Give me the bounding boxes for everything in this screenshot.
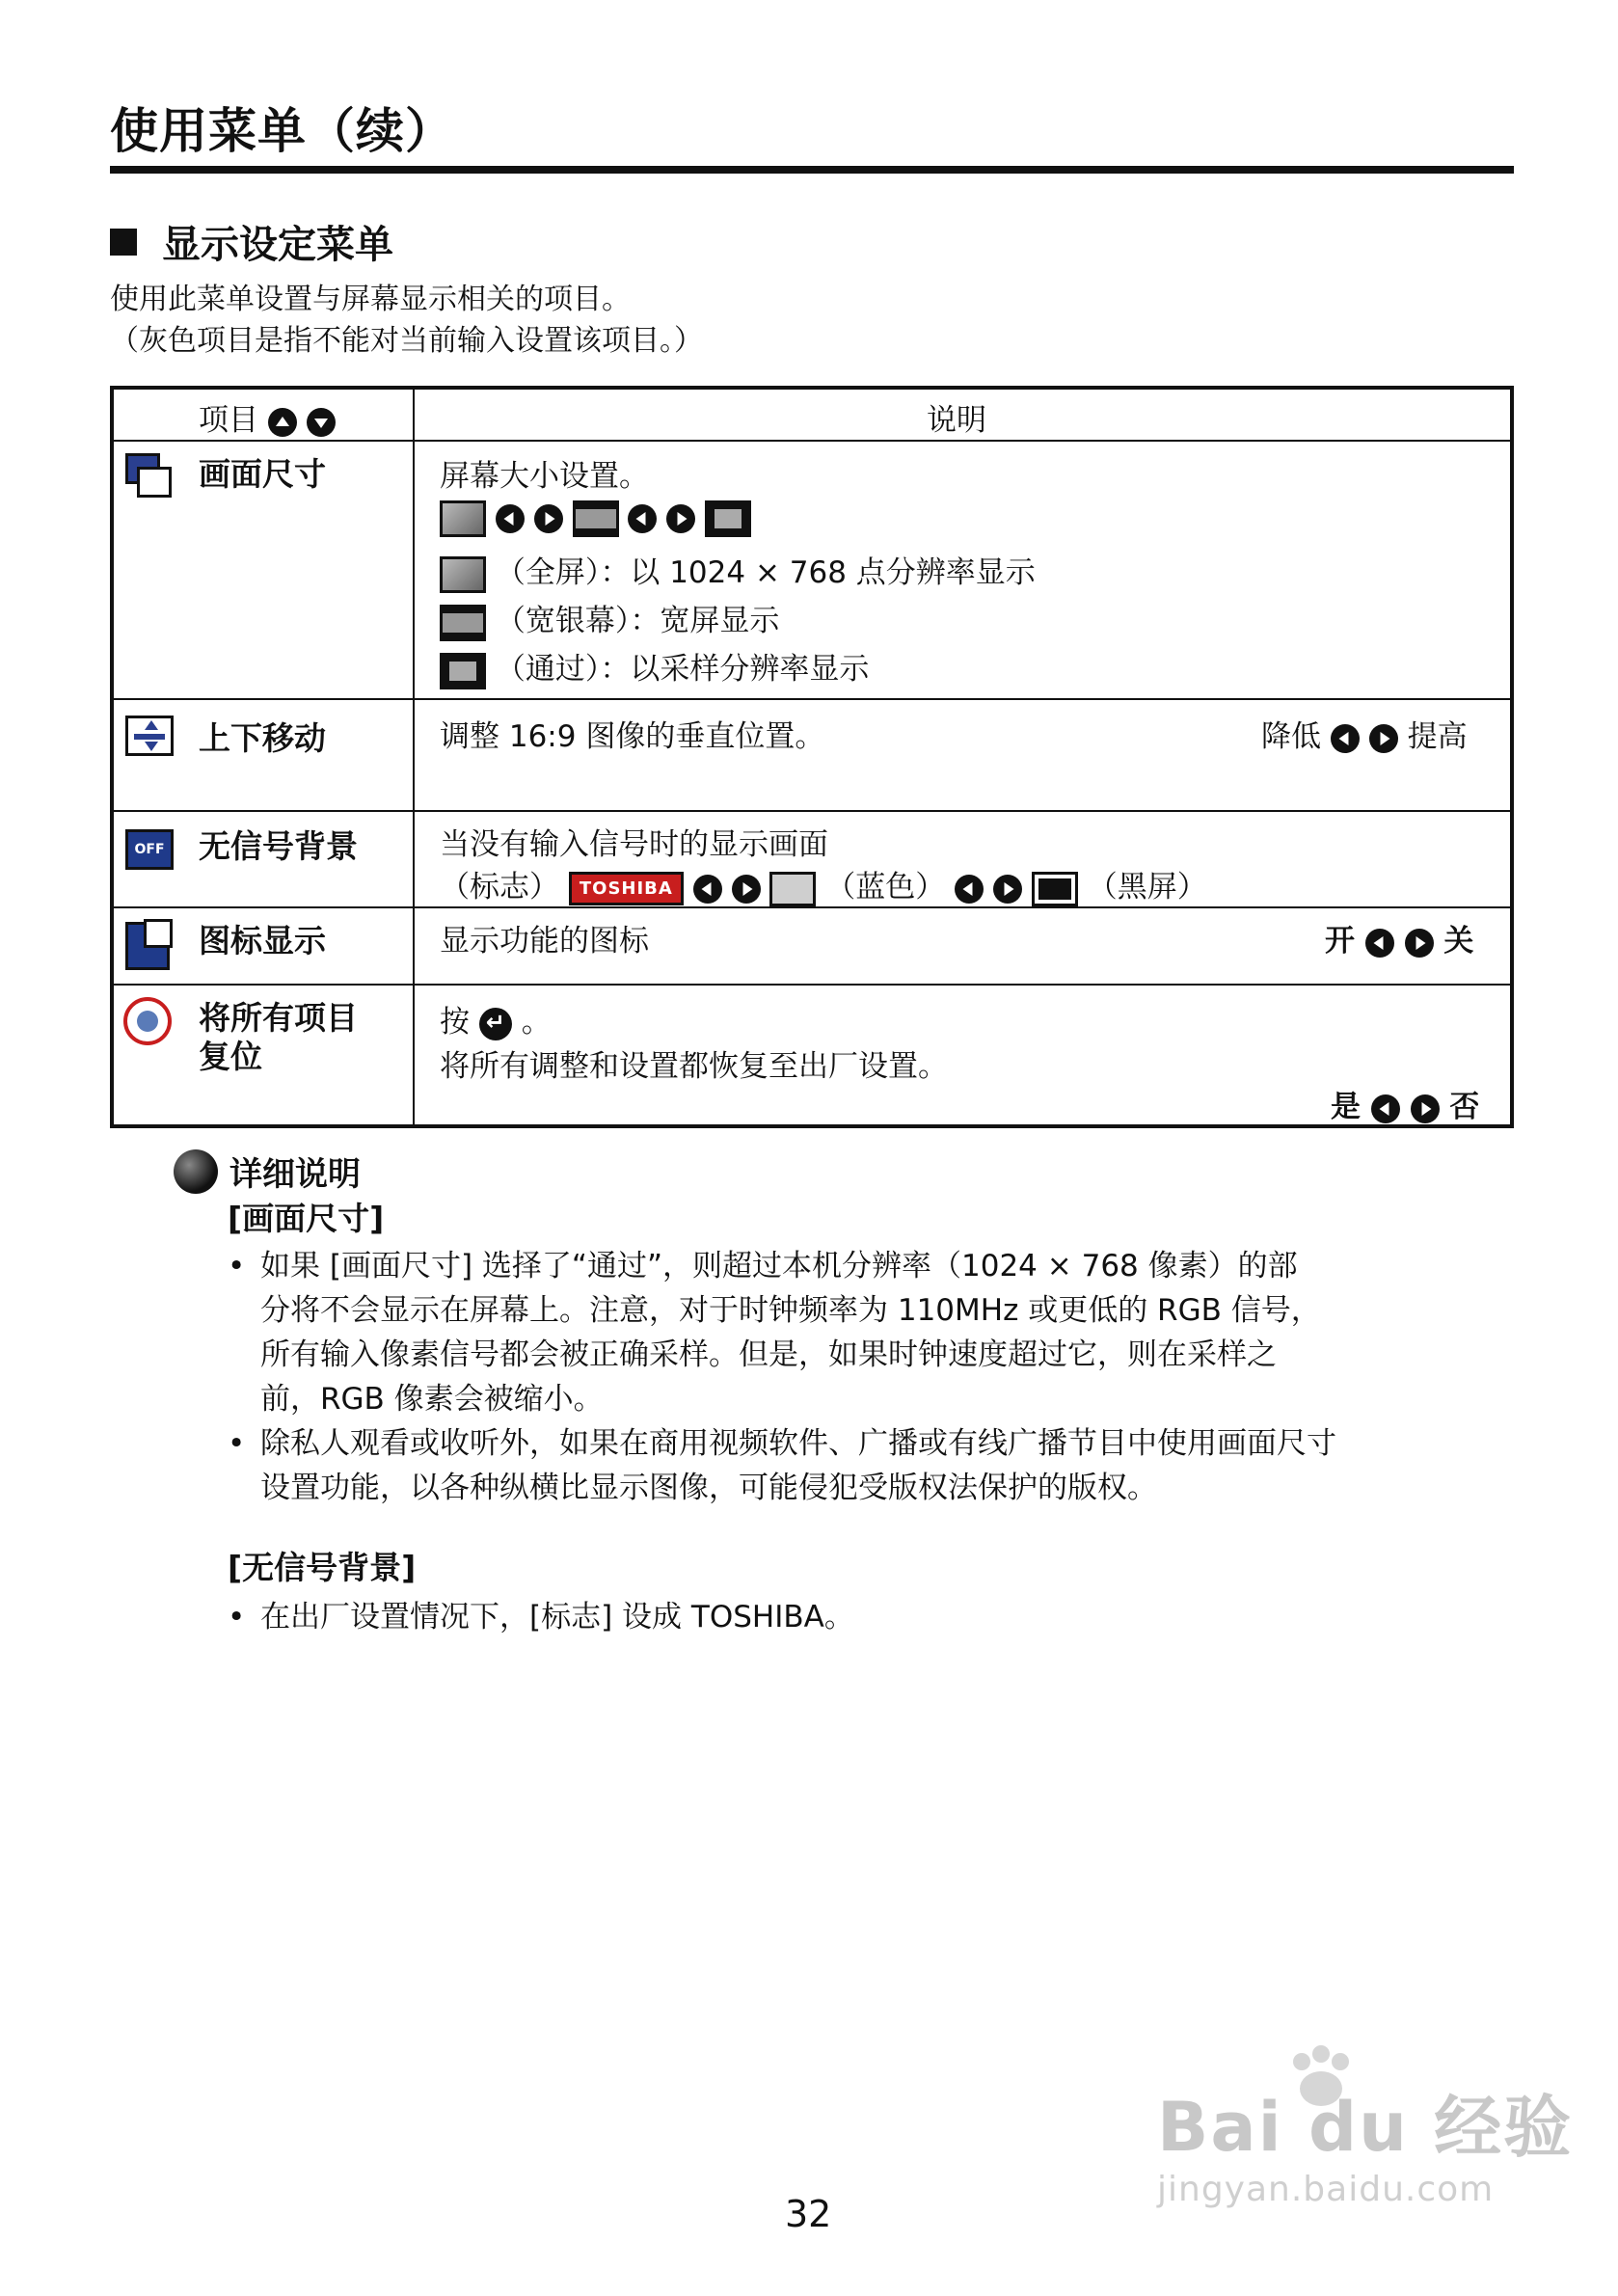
option-logo-text: （标志）: [440, 870, 559, 905]
option-through: [440, 644, 869, 689]
row-divider: [114, 810, 1510, 812]
through-screen-icon: [705, 500, 751, 537]
bullet-item: [228, 1595, 1520, 1639]
option-black-text: （黑屏）: [1087, 870, 1207, 905]
on-label: 开: [1325, 924, 1355, 959]
row-name: 上下移动: [199, 719, 326, 757]
row-divider: [114, 440, 1510, 442]
page-number: 32: [785, 2193, 832, 2235]
bullet-line: 分将不会显示在屏幕上。注意，对于时钟频率为 110MHz 或更低的 RGB 信号，: [260, 1293, 1321, 1328]
intro-note: （灰色项目是指不能对当前输入设置该项目。）: [110, 324, 703, 358]
screen-size-icon: [125, 453, 168, 496]
left-arrow-icon: [1365, 929, 1394, 958]
up-arrow-icon: [268, 408, 297, 437]
watermark-url: jingyan.baidu.com: [1157, 2170, 1495, 2209]
left-arrow-icon: [628, 504, 657, 533]
sphere-bullet-icon: [174, 1149, 218, 1194]
right-arrow-icon: [534, 504, 563, 533]
right-arrow-icon: [732, 875, 761, 904]
bullet-dot: •: [228, 1600, 246, 1634]
section-title: 显示设定菜单: [162, 223, 393, 267]
header-item-label: 项目: [199, 403, 258, 438]
right-arrow-icon: [1405, 929, 1434, 958]
bullet-item: [228, 1421, 1520, 1510]
left-arrow-icon: [955, 875, 984, 904]
black-screen-icon: [1032, 872, 1078, 906]
bullet-item: [228, 1244, 1520, 1421]
no-label: 否: [1449, 1090, 1480, 1124]
row-divider: [114, 906, 1510, 908]
right-arrow-icon: [1411, 1094, 1440, 1123]
bullet-line: 所有输入像素信号都会被正确采样。但是，如果时钟速度超过它，则在采样之: [260, 1337, 1277, 1372]
row-divider: [114, 698, 1510, 700]
vertical-shift-icon: [125, 716, 174, 756]
row-name: 画面尺寸: [199, 455, 326, 493]
no-signal-subtitle: [无信号背景]: [228, 1549, 417, 1586]
details-heading-text: 详细说明: [229, 1155, 361, 1194]
display-settings-table: [110, 386, 1514, 1128]
down-arrow-icon: [307, 408, 336, 437]
bullet-dot: •: [228, 1249, 246, 1283]
wide-screen-icon: [573, 500, 619, 537]
off-label: 关: [1443, 924, 1474, 959]
row-name-line1: 将所有项目: [199, 999, 358, 1037]
bullet-line: 设置功能，以各种纵横比显示图像，可能侵犯受版权法保护的版权。: [260, 1471, 1157, 1505]
option-full: [440, 548, 1036, 593]
blue-screen-icon: [769, 872, 816, 906]
option-through-text: （通过）：以采样分辨率显示: [495, 652, 870, 687]
press-label: 按: [440, 1005, 470, 1040]
wide-screen-icon: [440, 605, 486, 641]
bullet-line: 在出厂设置情况下，[标志] 设成 TOSHIBA。: [260, 1600, 854, 1634]
no-signal-icon: OFF: [125, 829, 174, 870]
option-wide-text: （宽银幕）：宽屏显示: [495, 604, 780, 638]
row-name-line2: 复位: [199, 1038, 262, 1075]
right-arrow-icon: [993, 875, 1022, 904]
row-divider: [114, 984, 1510, 986]
option-full-text: （全屏）：以 1024 × 768 点分辨率显示: [495, 555, 1036, 590]
left-arrow-icon: [496, 504, 525, 533]
yes-label: 是: [1331, 1090, 1361, 1124]
header-item: [199, 395, 336, 439]
on-off-range: [1325, 916, 1473, 959]
reset-all-icon: [123, 997, 172, 1045]
square-bullet-icon: [110, 229, 137, 256]
row-name: 图标显示: [199, 922, 326, 959]
row-desc: 调整 16:9 图像的垂直位置。: [440, 719, 825, 754]
press-instruction: [440, 997, 552, 1040]
enter-icon: [479, 1008, 512, 1040]
header-desc: 说明: [927, 403, 986, 438]
page-title: 使用菜单（续）: [110, 103, 454, 159]
icon-display-icon: [125, 922, 170, 970]
watermark-brand: Bai du 经验: [1157, 2088, 1574, 2167]
bullet-line: 前，RGB 像素会被缩小。: [260, 1382, 604, 1417]
full-screen-icon: [440, 556, 486, 593]
row-name: 无信号背景: [199, 827, 358, 865]
screen-size-sequence: [440, 500, 751, 537]
left-arrow-icon: [1331, 724, 1360, 753]
press-end: 。: [521, 1005, 552, 1040]
raise-label: 提高: [1407, 719, 1468, 754]
row-desc: 屏幕大小设置。: [440, 459, 649, 494]
row-desc: 当没有输入信号时的显示画面: [440, 827, 828, 862]
details-heading: [174, 1148, 361, 1195]
intro-text: 使用此菜单设置与屏幕显示相关的项目。: [110, 283, 631, 316]
yes-no-range: [1331, 1082, 1479, 1125]
through-screen-icon: [440, 653, 486, 689]
lower-label: 降低: [1261, 719, 1321, 754]
option-blue-text: （蓝色）: [825, 870, 946, 905]
title-rule: [110, 166, 1514, 174]
full-screen-icon: [440, 500, 486, 537]
toshiba-logo-icon: TOSHIBA: [569, 872, 684, 905]
bullet-dot: •: [228, 1426, 246, 1461]
left-arrow-icon: [693, 875, 722, 904]
screen-size-subtitle: [画面尺寸]: [228, 1200, 385, 1237]
row-desc: 将所有调整和设置都恢复至出厂设置。: [440, 1049, 948, 1084]
option-wide: [440, 596, 779, 641]
bullet-line: 除私人观看或收听外，如果在商用视频软件、广播或有线广播节目中使用画面尺寸: [260, 1426, 1336, 1461]
left-arrow-icon: [1371, 1094, 1400, 1123]
section-heading: [110, 214, 393, 269]
right-arrow-icon: [666, 504, 695, 533]
column-divider: [413, 390, 415, 1124]
adjust-range: [1261, 712, 1468, 755]
background-options: [440, 862, 1207, 906]
bullet-line: 如果 [画面尺寸] 选择了“通过”，则超过本机分辨率（1024 × 768 像素）的部: [260, 1249, 1298, 1283]
row-desc: 显示功能的图标: [440, 924, 649, 959]
right-arrow-icon: [1369, 724, 1398, 753]
